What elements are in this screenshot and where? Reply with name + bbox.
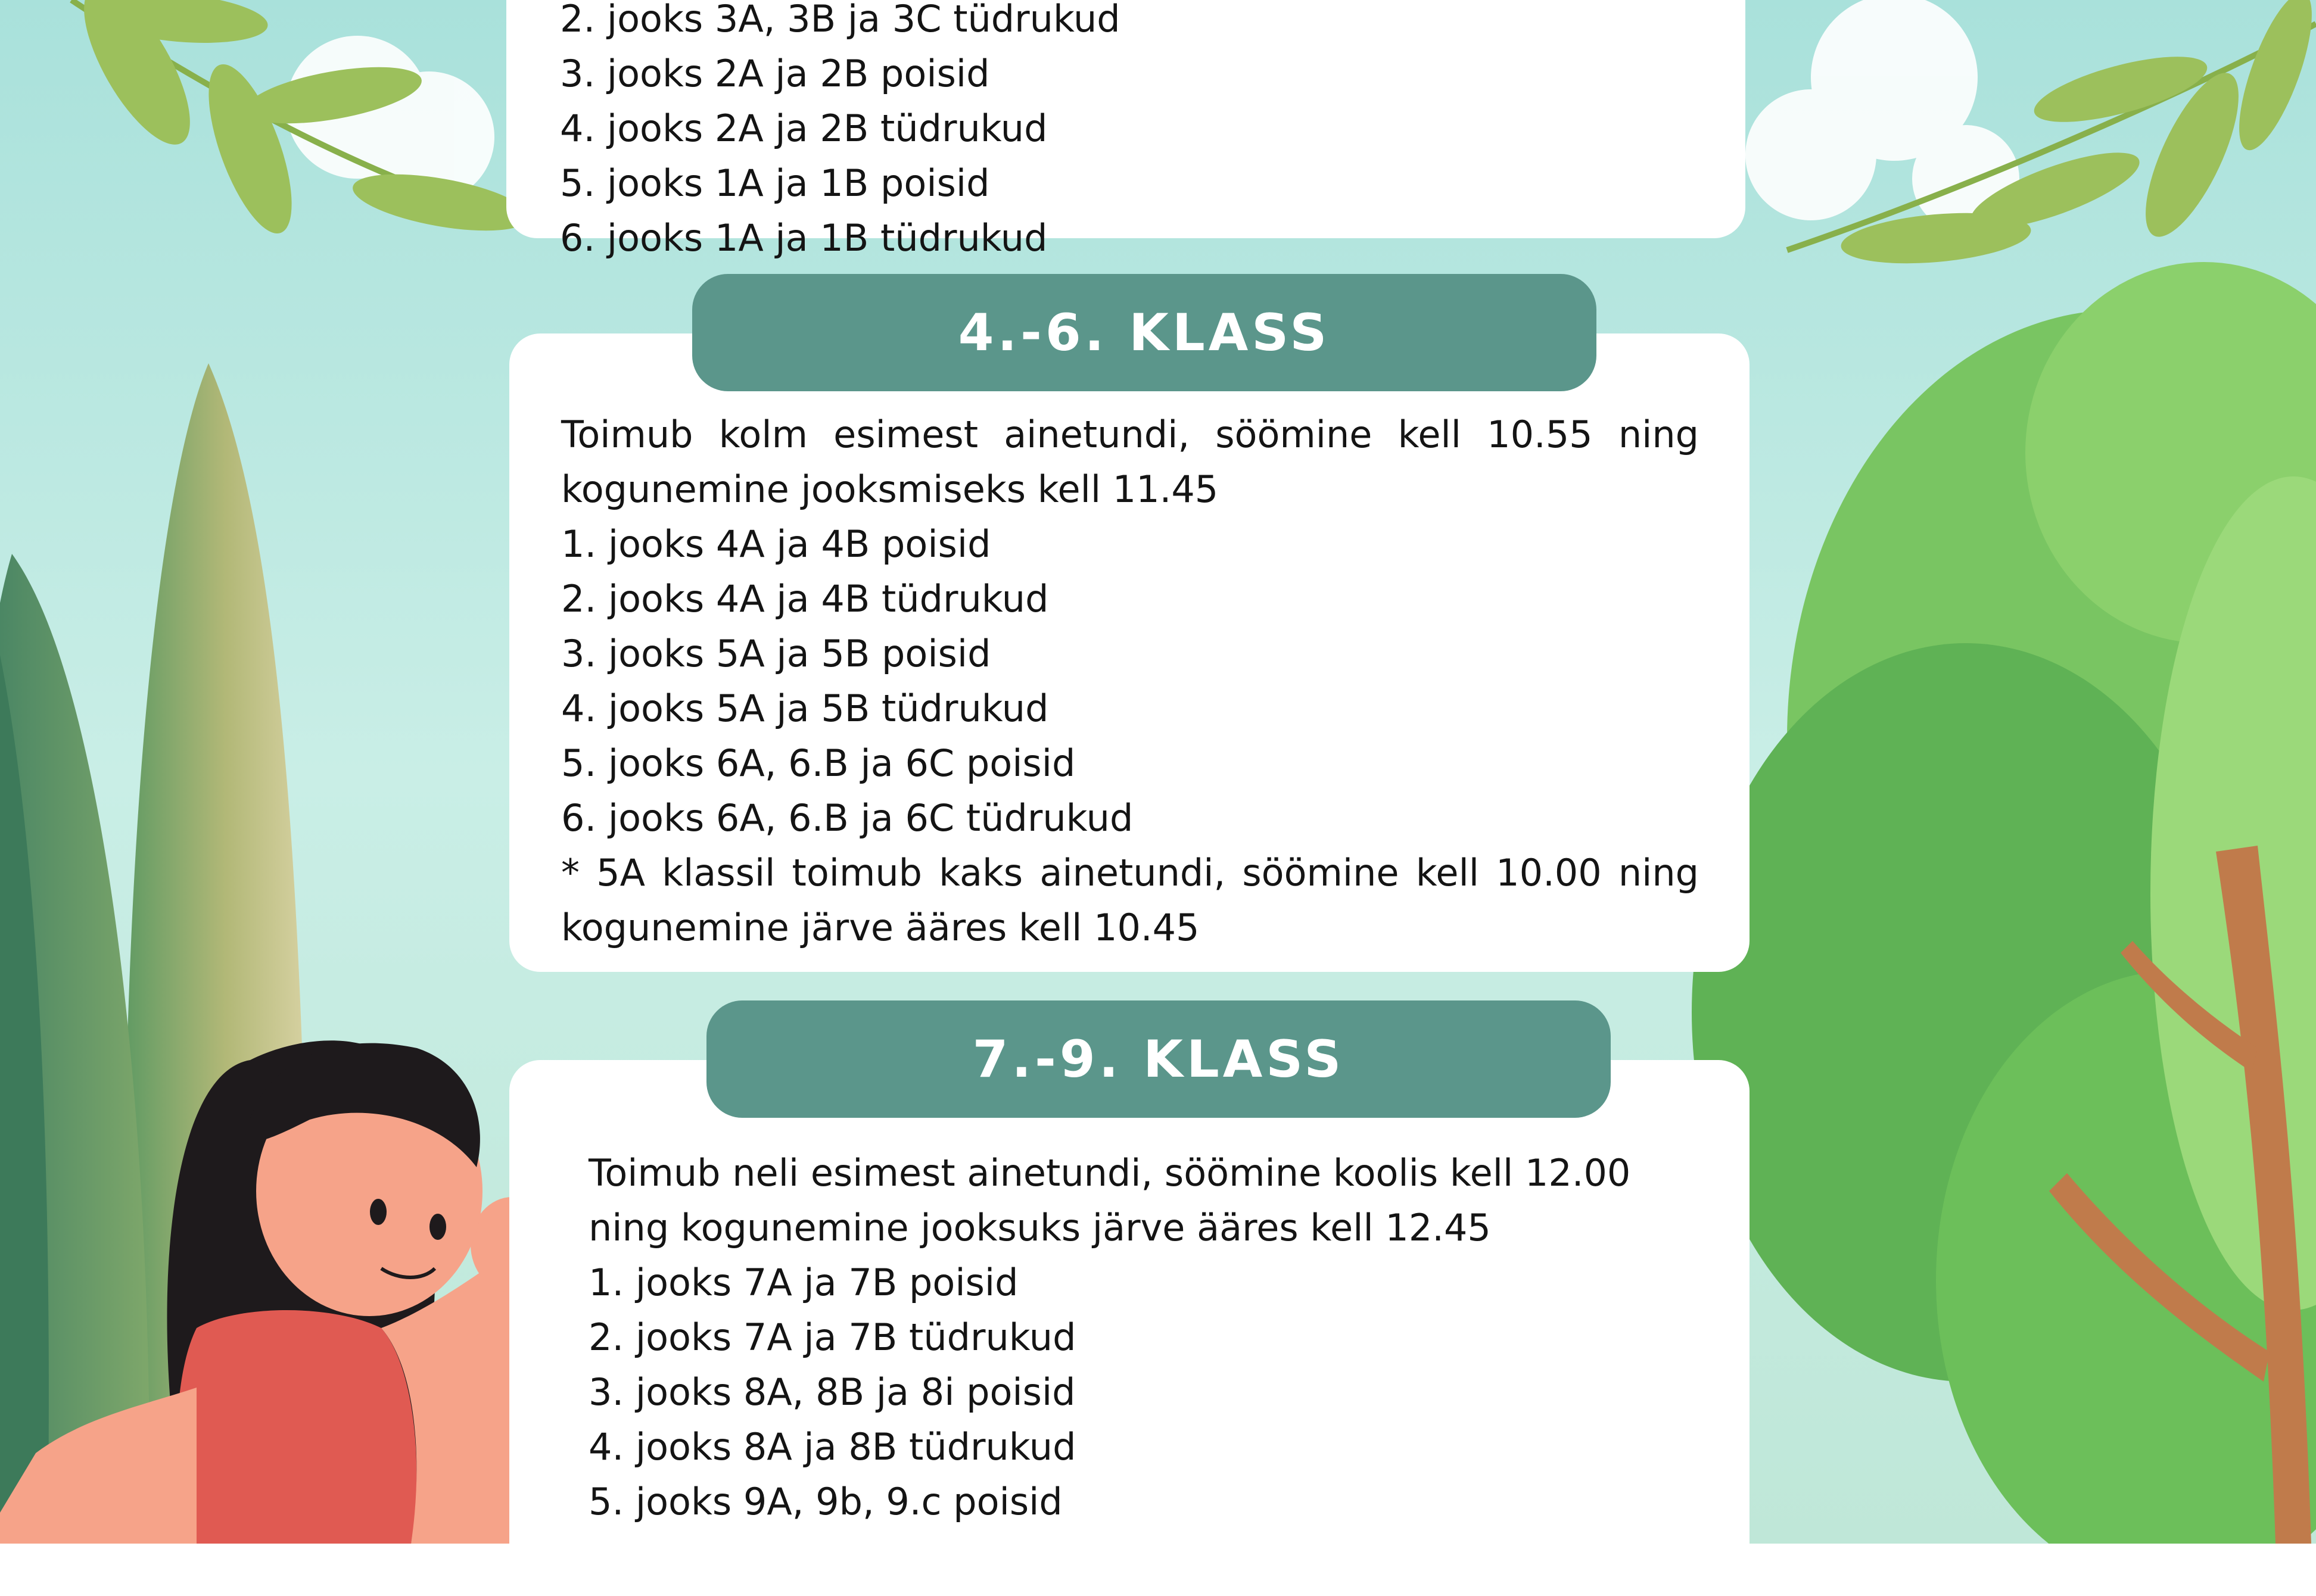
list-item: 3. jooks 5A ja 5B poisid (561, 632, 991, 675)
intro-text: kogunemine jooksmiseks kell 11.45 (561, 467, 1219, 511)
grade-7-9-title: 7.-9. KLASS (972, 1029, 1345, 1089)
list-item: 3. jooks 2A ja 2B poisid (560, 52, 990, 95)
list-item: 1. jooks 4A ja 4B poisid (561, 522, 991, 566)
list-item: 3. jooks 8A, 8B ja 8i poisid (589, 1370, 1076, 1414)
list-item: 4. jooks 8A ja 8B tüdrukud (589, 1425, 1076, 1469)
list-item: 2. jooks 7A ja 7B tüdrukud (589, 1316, 1076, 1359)
list-item: 5. jooks 9A, 9b, 9.c poisid (589, 1480, 1063, 1523)
list-item: 1. jooks 7A ja 7B poisid (589, 1261, 1019, 1304)
footnote-text: * 5A klassil toimub kaks ainetundi, söömine kell 10.00 ning (561, 851, 1699, 894)
grade-4-6-title-banner (692, 274, 1596, 391)
grade-4-6-body (561, 407, 1699, 955)
list-item: 6. jooks 6A, 6.B ja 6C tüdrukud (561, 796, 1134, 840)
list-item: 5. jooks 1A ja 1B poisid (560, 161, 990, 205)
grade-4-6-title: 4.-6. KLASS (958, 303, 1331, 363)
list-item: 2. jooks 3A, 3B ja 3C tüdrukud (560, 0, 1120, 40)
footnote-text: kogunemine järve ääres kell 10.45 (561, 906, 1200, 949)
list-item: 5. jooks 6A, 6.B ja 6C poisid (561, 741, 1076, 785)
intro-text: Toimub kolm esimest ainetundi, söömine kell 10.55 ning (561, 413, 1699, 456)
intro-text: Toimub neli esimest ainetundi, söömine koolis kell 12.00 (589, 1151, 1631, 1195)
grade-1-3-list (560, 0, 1692, 266)
list-item: 6. jooks 1A ja 1B tüdrukud (560, 216, 1048, 260)
intro-text: ning kogunemine jooksuks järve ääres kell 12.45 (589, 1206, 1491, 1249)
list-item: 4. jooks 2A ja 2B tüdrukud (560, 107, 1048, 150)
list-item: 2. jooks 4A ja 4B tüdrukud (561, 577, 1049, 621)
grade-7-9-title-banner (706, 1000, 1611, 1118)
grade-7-9-body (589, 1146, 1673, 1529)
list-item: 4. jooks 5A ja 5B tüdrukud (561, 687, 1049, 730)
